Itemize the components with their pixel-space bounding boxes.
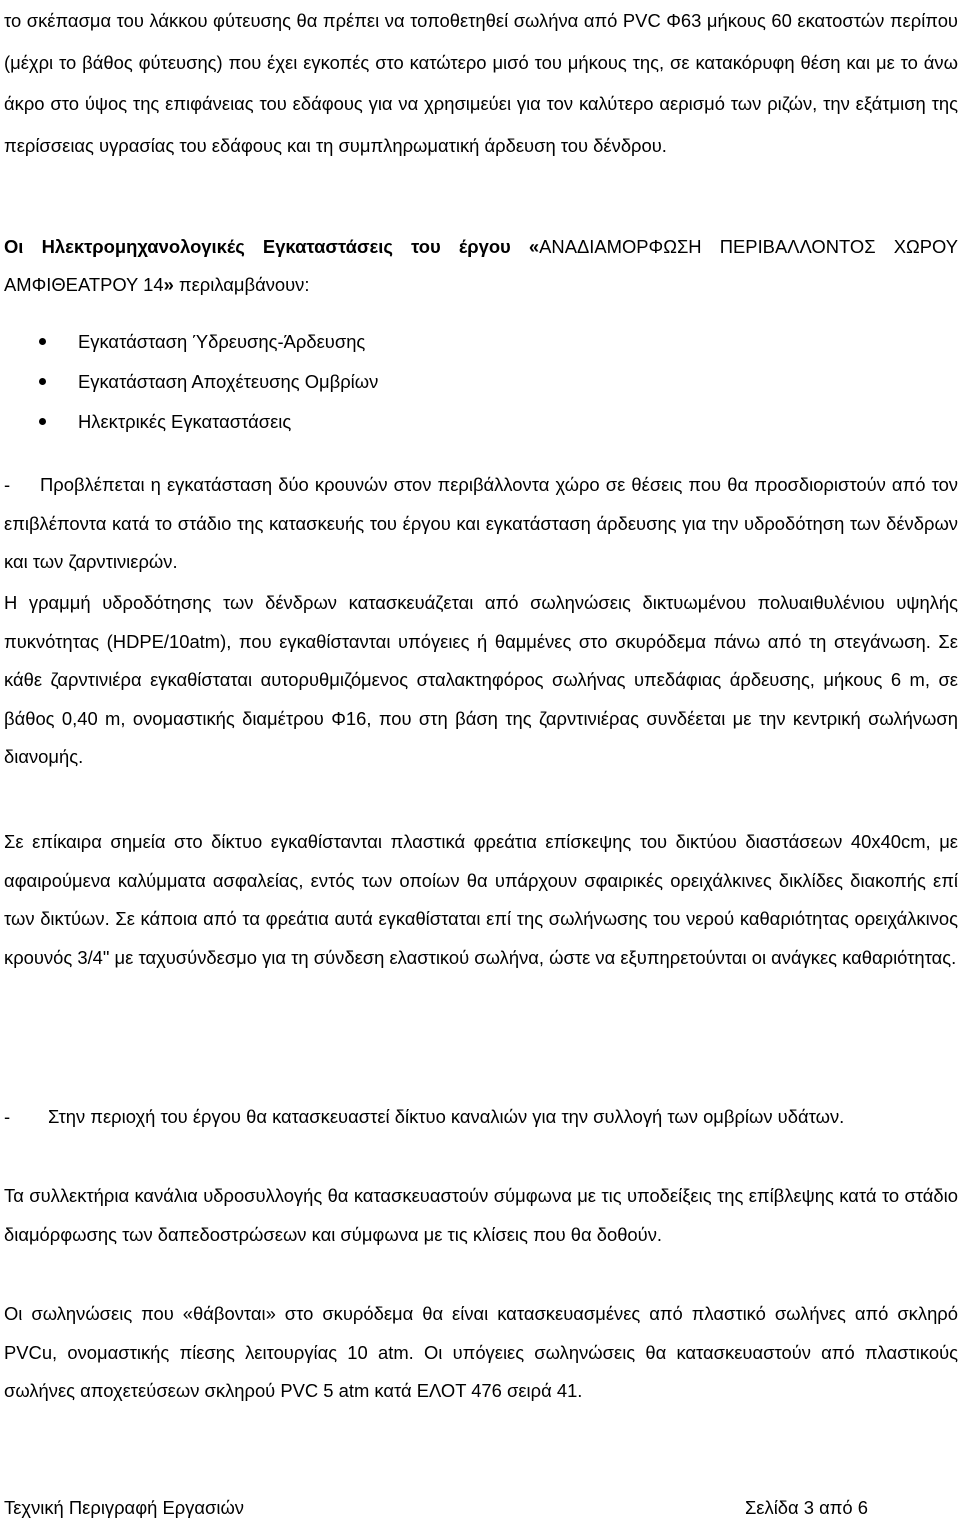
- page-number: Σελίδα 3 από 6: [744, 1497, 868, 1518]
- drainage-section: [4, 1098, 958, 1137]
- list-item: [0, 402, 960, 442]
- dash-marker: -: [4, 1106, 11, 1127]
- installations-list: [0, 322, 960, 442]
- water-supply-section: [4, 466, 958, 582]
- list-item-label: Ηλεκτρικές Εγκαταστάσεις: [78, 411, 292, 432]
- heading-trailing: περιλαμβάνουν:: [173, 274, 310, 295]
- heading-bold-end: »: [163, 274, 174, 295]
- list-item-label: Εγκατάσταση Ύδρευσης-Άρδευσης: [78, 331, 366, 352]
- water-supply-text: Προβλέπεται η εγκατάσταση δύο κρουνών στον περιβάλλοντα χώρο σε θέσεις που θα προσδιοριστούν από τον επιβλέποντα κατά το στάδιο της κατασκευής του έργου και εγκατάσταση άρδευσης για την υδροδότηση των δένδρων και των ζαρντινιερών.: [4, 474, 958, 573]
- footer-title: Τεχνική Περιγραφή Εργασιών: [4, 1497, 245, 1518]
- inspection-pits-paragraph: Σε επίκαιρα σημεία στο δίκτυο εγκαθίστανται πλαστικά φρεάτια επίσκεψης του δικτύου διαστάσεων 40x40cm, με αφαιρούμενα καλύμματα ασφαλείας, εντός των οποίων θα υπάρχουν σφαιρικές ορειχάλκινες δικλίδες διακοπής επί των δικτύων. Σε κάποια από τα φρεάτια αυτά εγκαθίσταται επί της σωλήνωσης του νερού καθαριότητας ορειχάλκινος κρουνός 3/4" με ταχυσύνδεσμο για τη σύνδεση ελαστικού σωλήνα, ώστε να εξυπηρετούνται οι ανάγκες καθαριότητας.: [4, 831, 958, 968]
- project-name: ΑΝΑΔΙΑΜΟΡΦΩΣΗ ΠΕΡΙΒΑΛΛΟΝΤΟΣ ΧΩΡΟΥ ΑΜΦΙΘΕΑΤΡΟΥ 14: [4, 236, 958, 295]
- installations-heading: [4, 228, 958, 304]
- list-item: [0, 322, 960, 362]
- channels-paragraph: Τα συλλεκτήρια κανάλια υδροσυλλογής θα κατασκευαστούν σύμφωνα με τις υποδείξεις της επίβλεψης κατά το στάδιο διαμόρφωσης των δαπεδοστρώσεων και σύμφωνα με τις κλίσεις που θα δοθούν.: [4, 1185, 958, 1245]
- supply-line-paragraph: Η γραμμή υδροδότησης των δένδρων κατασκευάζεται από σωληνώσεις δικτυωμένου πολυαιθυλένιου υψηλής πυκνότητας (HDPE/10atm), που εγκαθίστανται υπόγειες ή θαμμένες στο σκυρόδεμα πάνω από τη στεγάνωση. Σε κάθε ζαρντινιέρα εγκαθίσταται αυτορυθμιζόμενος σταλακτηφόρος σωλήνας υπεδάφιας άρδευσης, μήκους 6 m, σε βάθος 0,40 m, ονομαστικής διαμέτρου Φ16, που στη βάση της ζαρντινιέρας συνδέεται με την κεντρική σωλήνωση διανομής.: [4, 592, 958, 768]
- bullet-icon: [39, 338, 46, 345]
- drainage-text: Στην περιοχή του έργου θα κατασκευαστεί δίκτυο καναλιών για την συλλογή των ομβρίων υδάτων.: [48, 1106, 845, 1127]
- list-item-label: Εγκατάσταση Αποχέτευσης Ομβρίων: [78, 371, 379, 392]
- dash-marker: -: [4, 474, 11, 495]
- list-item: [0, 362, 960, 402]
- bullet-icon: [39, 418, 46, 425]
- page-footer: [0, 1493, 960, 1523]
- pipes-paragraph: Οι σωληνώσεις που «θάβονται» στο σκυρόδεμα θα είναι κατασκευασμένες από πλαστικό σωλήνες από σκληρό PVCu, ονομαστικής πίεσης λειτουργίας 10 atm. Οι υπόγειες σωληνώσεις θα κατασκευαστούν από πλαστικούς σωλήνες αποχετεύσεων σκληρού PVC 5 atm κατά ΕΛΟΤ 476 σειρά 41.: [4, 1303, 958, 1402]
- heading-bold-start: Οι Ηλεκτρομηχανολογικές Εγκαταστάσεις του έργου «: [4, 236, 540, 257]
- bullet-icon: [39, 378, 46, 385]
- intro-paragraph: το σκέπασμα του λάκκου φύτευσης θα πρέπει να τοποθετηθεί σωλήνα από PVC Φ63 μήκους 60 εκατοστών περίπου (μέχρι το βάθος φύτευσης) που έχει εγκοπές στο κατώτερο μισό του μήκους της, σε κατακόρυφη θέση και με το άνω άκρο στο ύψος της επιφάνειας του εδάφους για να χρησιμεύει για τον καλύτερο αερισμό των ριζών, την εξάτμιση της περίσσειας υγρασίας του εδάφους και τη συμπληρωματική άρδευση του δένδρου.: [4, 10, 958, 156]
